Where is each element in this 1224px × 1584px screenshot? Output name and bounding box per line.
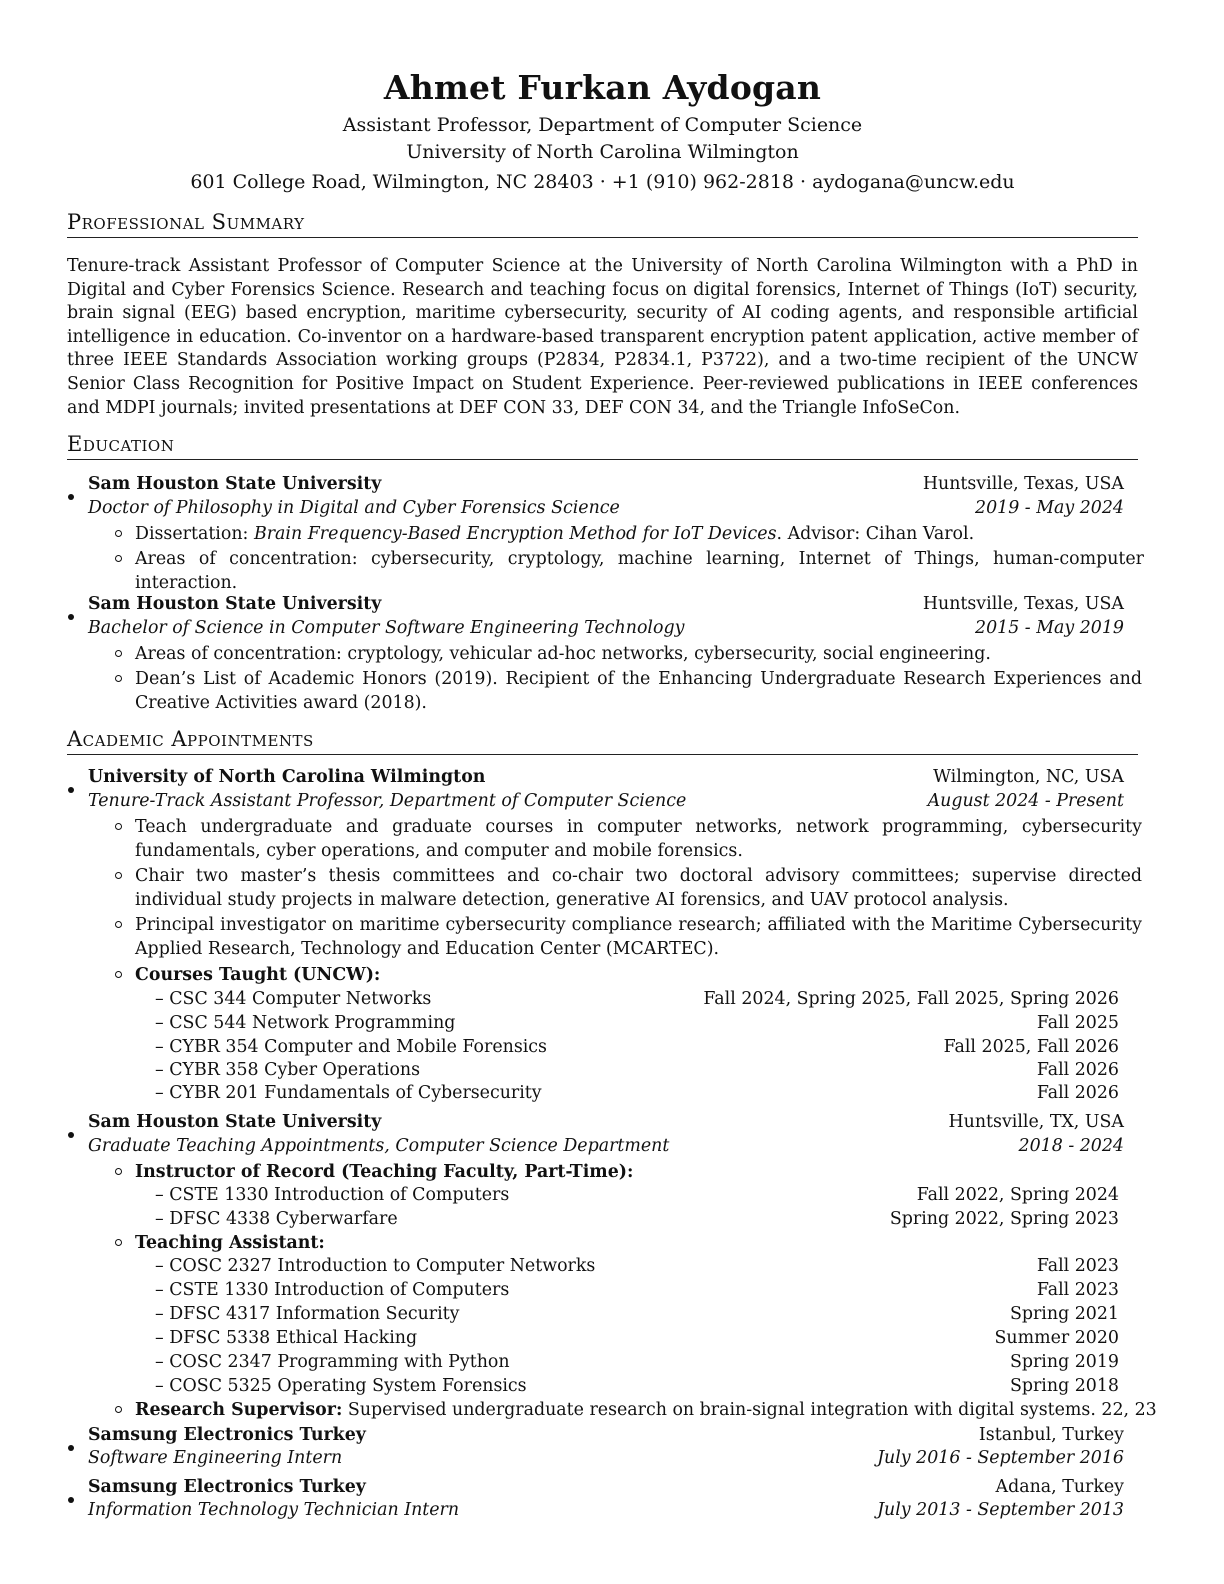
education-detail-item: Areas of concentration: cryptology, vehicular ad-hoc networks, cybersecurity, social engineering. — [135, 642, 1142, 666]
school-location: Huntsville, Texas, USA — [922, 474, 1124, 494]
course-row — [67, 1278, 1138, 1302]
contact-line: 601 College Road, Wilmington, NC 28403 · +1 (910) 962-2818 · aydogana@uncw.edu — [190, 171, 1015, 193]
degree-dates: 2019 - May 2024 — [975, 498, 1124, 518]
role-dates: 2018 - 2024 — [1018, 1136, 1124, 1156]
circle-bullet-icon — [115, 1239, 122, 1246]
course-terms: Fall 2026 — [1036, 1060, 1119, 1080]
school-location: Huntsville, Texas, USA — [922, 594, 1124, 614]
course-row — [67, 1081, 1138, 1105]
instructor-of-record-label: Instructor of Record (Teaching Faculty, Part-Time): — [135, 1160, 1142, 1184]
education-entry-degree — [67, 496, 1138, 520]
role-title: Graduate Teaching Appointments, Computer Science Department — [88, 1136, 670, 1156]
institution: University of North Carolina Wilmington — [406, 141, 799, 163]
course-terms: Summer 2020 — [994, 1328, 1119, 1348]
course-terms: Spring 2022, Spring 2023 — [889, 1209, 1119, 1229]
course-name: – DFSC 4317 Information Security — [155, 1304, 460, 1324]
course-name: – COSC 5325 Operating System Forensics — [155, 1376, 527, 1396]
circle-bullet-icon — [115, 921, 122, 928]
circle-bullet-icon — [115, 872, 122, 879]
education-detail-item: Dean’s List of Academic Honors (2019). Recipient of the Enhancing Undergraduate Research Experiences and Creative Activities award (2018). — [135, 667, 1142, 715]
organization-name: Sam Houston State University — [88, 1112, 382, 1132]
degree-name: Bachelor of Science in Computer Software Engineering Technology — [88, 618, 685, 638]
course-terms: Spring 2019 — [1009, 1352, 1119, 1372]
course-name: – DFSC 4338 Cyberwarfare — [155, 1209, 398, 1229]
course-terms: Fall 2024, Spring 2025, Fall 2025, Spring 2026 — [703, 989, 1119, 1009]
courses-taught-label: Courses Taught (UNCW): — [135, 963, 1142, 987]
appointment-role — [67, 1498, 1138, 1522]
course-name: – CSTE 1330 Introduction of Computers — [155, 1280, 510, 1300]
appointment-header — [67, 1475, 1138, 1499]
degree-dates: 2015 - May 2019 — [975, 618, 1124, 638]
course-terms: Spring 2021 — [1009, 1304, 1119, 1324]
school-name: Sam Houston State University — [88, 594, 382, 614]
course-row — [67, 1350, 1138, 1374]
research-supervisor-item: Research Supervisor: Supervised undergraduate research on brain-signal integration with digital systems. 22, 23 — [135, 1398, 1142, 1422]
course-row — [67, 1011, 1138, 1035]
organization-location: Huntsville, TX, USA — [948, 1112, 1124, 1132]
circle-bullet-icon — [115, 650, 122, 657]
role-dates: July 2013 - September 2013 — [877, 1500, 1124, 1520]
course-row — [67, 1058, 1138, 1082]
appointment-header — [67, 1110, 1138, 1134]
section-heading-summary: Professional Summary — [67, 209, 1138, 238]
course-name: – COSC 2347 Programming with Python — [155, 1352, 510, 1372]
appointment-duty-item: Teach undergraduate and graduate courses in computer networks, network programming, cybersecurity fundamentals, cyber operations, and computer and mobile forensics. — [135, 815, 1142, 863]
course-terms: Fall 2022, Spring 2024 — [916, 1185, 1119, 1205]
teaching-assistant-label: Teaching Assistant: — [135, 1231, 1142, 1255]
course-terms: Fall 2023 — [1036, 1280, 1119, 1300]
course-name: – CSTE 1330 Introduction of Computers — [155, 1185, 510, 1205]
course-row — [67, 1326, 1138, 1350]
role-dates: August 2024 - Present — [927, 791, 1124, 811]
role-title: Tenure-Track Assistant Professor, Department of Computer Science — [88, 791, 687, 811]
section-heading-education: Education — [67, 431, 1138, 460]
appointment-duty-item: Principal investigator on maritime cybersecurity compliance research; affiliated with the Maritime Cybersecurity Applied Research, Technology and Education Center (MCARTEC). — [135, 913, 1142, 961]
course-terms: Spring 2018 — [1009, 1376, 1119, 1396]
course-name: – DFSC 5338 Ethical Hacking — [155, 1328, 418, 1348]
education-detail-item: Dissertation: Brain Frequency-Based Encryption Method for IoT Devices. Advisor: Cihan Varol. — [135, 522, 1142, 546]
organization-name: University of North Carolina Wilmington — [88, 767, 486, 787]
course-row — [67, 987, 1138, 1011]
role-title: Software Engineering Intern — [88, 1448, 343, 1468]
organization-location: Istanbul, Turkey — [978, 1425, 1124, 1445]
circle-bullet-icon — [115, 530, 122, 537]
course-row — [67, 1254, 1138, 1278]
person-name: Ahmet Furkan Aydogan — [383, 68, 822, 107]
course-name: – CSC 544 Network Programming — [155, 1013, 456, 1033]
appointment-role — [67, 789, 1138, 813]
course-terms: Fall 2025, Fall 2026 — [943, 1037, 1119, 1057]
school-name: Sam Houston State University — [88, 474, 382, 494]
circle-bullet-icon — [115, 555, 122, 562]
appointment-duty-item: Chair two master’s thesis committees and co-chair two doctoral advisory committees; supervise directed individual study projects in malware detection, generative AI forensics, and UAV protocol analysis. — [135, 864, 1142, 912]
organization-name: Samsung Electronics Turkey — [88, 1425, 366, 1445]
course-row — [67, 1302, 1138, 1326]
organization-name: Samsung Electronics Turkey — [88, 1477, 366, 1497]
role-dates: July 2016 - September 2016 — [877, 1448, 1124, 1468]
section-heading-appointments: Academic Appointments — [67, 726, 1138, 755]
circle-bullet-icon — [115, 971, 122, 978]
job-title: Assistant Professor, Department of Computer Science — [342, 114, 863, 136]
course-terms: Fall 2026 — [1036, 1083, 1119, 1103]
organization-location: Adana, Turkey — [995, 1477, 1124, 1497]
course-name: – CYBR 201 Fundamentals of Cybersecurity — [155, 1083, 542, 1103]
role-title: Information Technology Technician Intern — [88, 1500, 460, 1520]
course-name: – CYBR 358 Cyber Operations — [155, 1060, 421, 1080]
education-entry-header — [67, 592, 1138, 616]
dissertation-title: Brain Frequency-Based Encryption Method for IoT Devices — [253, 524, 777, 544]
course-row — [67, 1374, 1138, 1398]
course-name: – CYBR 354 Computer and Mobile Forensics — [155, 1037, 547, 1057]
circle-bullet-icon — [115, 1406, 122, 1413]
appointment-header — [67, 765, 1138, 789]
course-name: – COSC 2327 Introduction to Computer Networks — [155, 1256, 596, 1276]
course-row — [67, 1183, 1138, 1207]
course-name: – CSC 344 Computer Networks — [155, 989, 432, 1009]
education-detail-item: Areas of concentration: cybersecurity, cryptology, machine learning, Internet of Things, human-computer interaction. — [135, 547, 1144, 595]
education-entry-degree — [67, 616, 1138, 640]
course-row — [67, 1207, 1138, 1231]
appointment-role — [67, 1134, 1138, 1158]
course-terms: Fall 2023 — [1036, 1256, 1119, 1276]
education-entry-header — [67, 472, 1138, 496]
organization-location: Wilmington, NC, USA — [933, 767, 1124, 787]
degree-name: Doctor of Philosophy in Digital and Cyber Forensics Science — [88, 498, 620, 518]
appointment-header — [67, 1423, 1138, 1447]
summary-paragraph: Tenure-track Assistant Professor of Computer Science at the University of North Carolina Wilmington with a PhD in Digital and Cyber Forensics Science. Research and teaching focus on digital forensics, Internet of Things (IoT) security, brain signal (EEG) based encryption, maritime cybersecurity, security of AI coding agents, and responsible artificial intelligence in education. Co-inventor on a hardware-based transparent encryption patent application, active member of three IEEE Standards Association working groups (P2834, P2834.1, P3722), and a two-time recipient of the UNCW Senior Class Recognition for Positive Impact on Student Experience. Peer-reviewed publications in IEEE conferences and MDPI journals; invited presentations at DEF CON 33, DEF CON 34, and the Triangle InfoSeCon. — [67, 256, 1138, 418]
appointment-role — [67, 1446, 1138, 1470]
circle-bullet-icon — [115, 675, 122, 682]
circle-bullet-icon — [115, 823, 122, 830]
circle-bullet-icon — [115, 1168, 122, 1175]
course-row — [67, 1035, 1138, 1059]
course-terms: Fall 2025 — [1036, 1013, 1119, 1033]
